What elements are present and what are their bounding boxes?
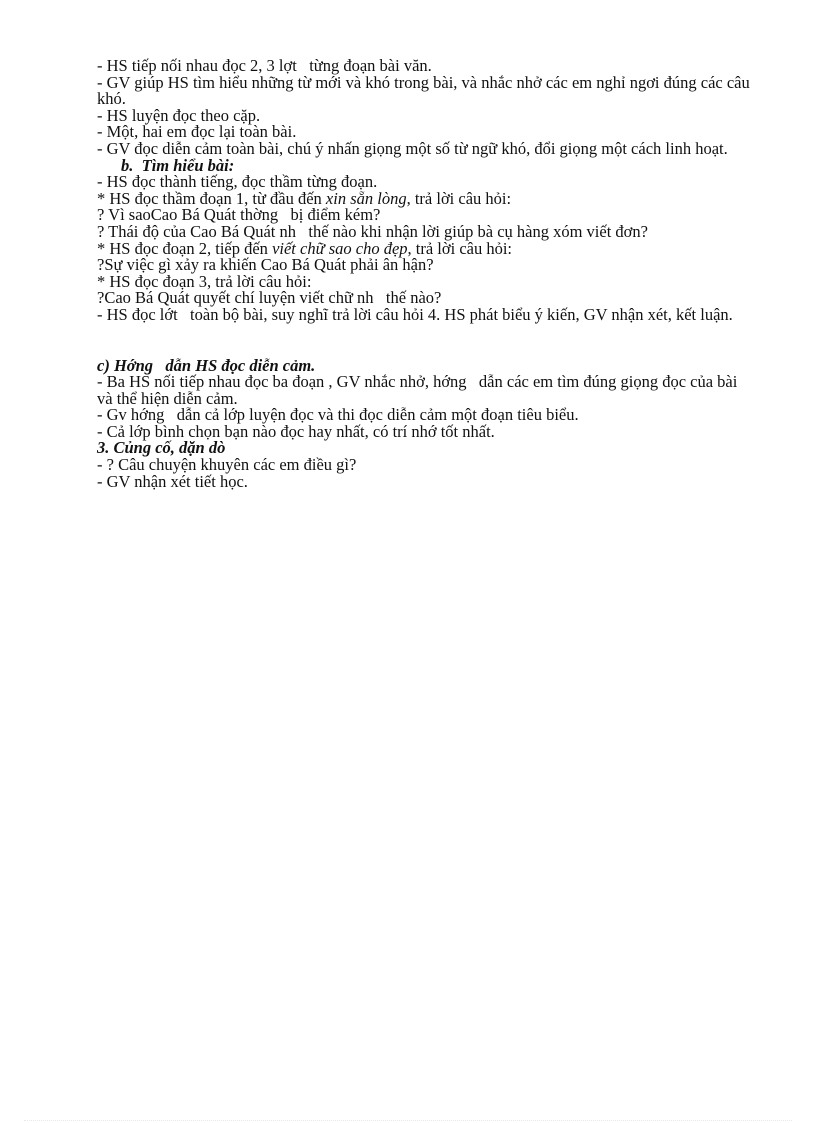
text-line: - GV giúp HS tìm hiểu những từ mới và khó trong bài, và nhắc nhở các em nghỉ ngơi đúng các câu khó. — [97, 72, 754, 109]
text-segment: , trả lời câu hỏi: — [407, 238, 513, 258]
text-line: - ? Câu chuyện khuyên các em điều gì? — [97, 455, 357, 475]
text-line: - HS đọc lớt toàn bộ bài, suy nghĩ trả lời câu hỏi 4. HS phát biểu ý kiến, GV nhận xét, kết luận. — [97, 304, 733, 324]
text-segment: * HS đọc thầm đoạn 1, từ đầu đến — [97, 188, 326, 208]
spacer — [97, 324, 757, 358]
text-line: - HS tiếp nối nhau đọc 2, 3 lợt từng đoạn bài văn. — [97, 56, 432, 75]
page-bottom-divider — [24, 1120, 792, 1121]
text-segment: * HS đọc đoạn 2, tiếp đến — [97, 238, 273, 258]
text-line: - Cả lớp bình chọn bạn nào đọc hay nhất, có trí nhớ tốt nhất. — [97, 421, 495, 441]
section-heading-3: 3. Củng cố, dặn dò — [97, 438, 226, 458]
text-line: ?Sự việc gì xảy ra khiến Cao Bá Quát phải ân hận? — [97, 255, 434, 275]
text-line: - HS luyện đọc theo cặp. — [97, 105, 261, 125]
text-line: ?Cao Bá Quát quyết chí luyện viết chữ nh thế nào? — [97, 288, 442, 308]
emphasis-text: xin sẵn lòng — [325, 188, 407, 208]
text-line: - Một, hai em đọc lại toàn bài. — [97, 122, 297, 142]
text-line: - GV đọc diễn cảm toàn bài, chú ý nhấn giọng một số từ ngữ khó, đổi giọng một cách linh hoạt. — [97, 138, 728, 158]
text-segment: , trả lời câu hỏi: — [406, 188, 512, 208]
text-line: ? Thái độ của Cao Bá Quát nh thế nào khi nhận lời giúp bà cụ hàng xóm viết đơn? — [97, 221, 648, 241]
text-line: ? Vì saoCao Bá Quát thờng bị điểm kém? — [97, 205, 381, 225]
section-heading-c: c) Hớng dẫn HS đọc diễn cảm. — [97, 355, 316, 375]
text-line: - Gv hớng dẫn cả lớp luyện đọc và thi đọc diễn cảm một đoạn tiêu biểu. — [97, 405, 579, 425]
text-line: * HS đọc đoạn 3, trả lời câu hỏi: — [97, 271, 312, 291]
document-page — [97, 58, 757, 490]
text-line: - HS đọc thành tiếng, đọc thầm từng đoạn. — [97, 172, 378, 192]
text-line: - GV nhận xét tiết học. — [97, 471, 248, 491]
section-heading-b: b. Tìm hiểu bài: — [121, 155, 235, 175]
emphasis-text: viết chữ sao cho đẹp — [272, 238, 408, 258]
text-line: - Ba HS nối tiếp nhau đọc ba đoạn , GV nhắc nhở, hớng dẫn các em tìm đúng giọng đọc của bài và thể hiện diễn cảm. — [97, 372, 742, 408]
